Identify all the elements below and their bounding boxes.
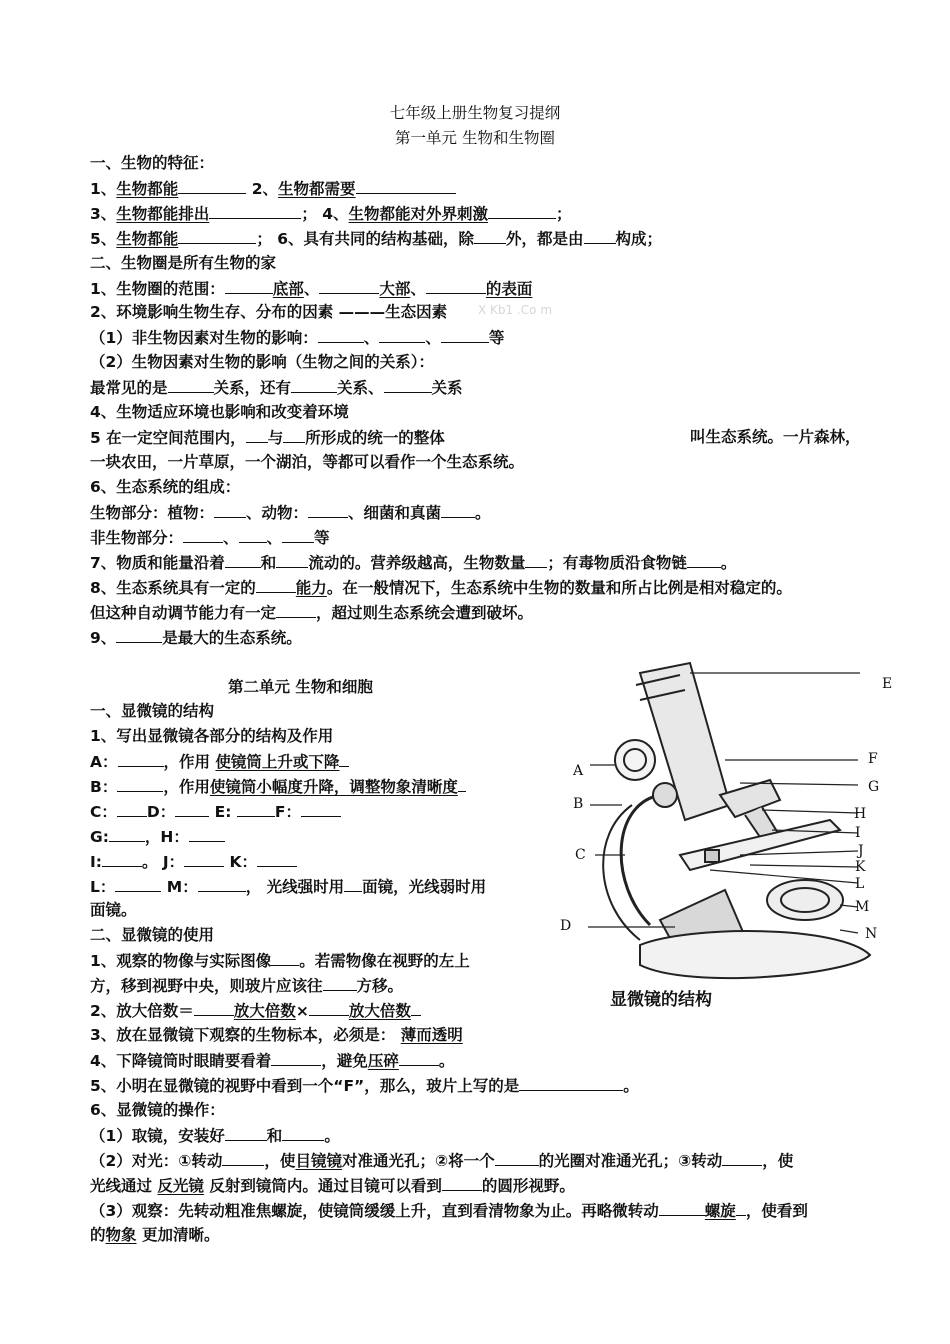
u1-line-12: 6、生态系统的组成：: [90, 478, 241, 496]
unit1-heading: 第一单元 生物和生物圈: [395, 129, 555, 147]
u2-line-15: 6、显微镜的操作：: [90, 1101, 225, 1119]
label-e: E: [882, 676, 893, 692]
u2-line-12: 3、放在显微镜下观察的生物标本，必须是： 薄而透明: [90, 1026, 463, 1044]
label-d: D: [560, 918, 572, 934]
u2-line-11: 2、放大倍数＝ 放大倍数× 放大倍数: [90, 1000, 421, 1021]
label-k: K: [855, 859, 866, 875]
u2-line-3: B： ，作用使镜筒小幅度升降，调整物象清晰度: [90, 776, 466, 797]
u1-line-8: 最常见的是 关系，还有 关系、 关系: [90, 379, 463, 397]
u1-line-15: 7、物质和能量沿着 和 流动的。营养级越高，生物数量 ；有毒物质沿食物链 。: [90, 554, 737, 572]
u2-line-6: I: 。 J： K：: [90, 851, 297, 872]
u2-line-7: L： M： ， 光线强时用 面镜，光线弱时用: [90, 878, 487, 896]
u2-line-17: （2）对光：①转动 ，使目镜镜对准通光孔；②将一个 的光圈对准通光孔；③转动 ，使: [90, 1152, 794, 1170]
u1-section-2: 二、生物圈是所有生物的家: [90, 254, 277, 272]
u1-line-13: 生物部分：植物： 、动物： 、细菌和真菌 。: [90, 504, 491, 522]
microscope-diagram: [540, 655, 900, 1010]
u2-line-19: （3）观察：先转动粗准焦螺旋，使镜筒缓缓上升，直到看清物象为止。再略微转动 螺旋 ，使看到: [90, 1202, 808, 1220]
u1-line-11: 一块农田，一片草原，一个湖泊，等都可以看作一个生态系统。: [90, 453, 525, 471]
u1-line-10: 5 在一定空间范围内， 与 所形成的统一的整体: [90, 429, 445, 447]
u2-line-14: 5、小明在显微镜的视野中看到一个“F”，那么，玻片上写的是 。: [90, 1077, 639, 1095]
u2-line-8: 面镜。: [90, 901, 137, 919]
u1-line-6: （1）非生物因素对生物的影响： 、 、 等: [90, 329, 505, 347]
u1-line-4: 1、生物圈的范围： 底部、 大部、 的表面: [90, 280, 533, 298]
u1-section-1: 一、生物的特征：: [90, 154, 215, 172]
u2-line-4: C： D： E: F：: [90, 801, 341, 822]
u2-line-5: G: ，H：: [90, 826, 225, 847]
u1-line-1: 1、生物都能 2、生物都需要: [90, 178, 456, 199]
label-g: G: [868, 779, 880, 795]
u2-section-2: 二、显微镜的使用: [90, 926, 215, 944]
u1-line-10-end: 叫生态系统。一片森林，: [690, 428, 861, 446]
label-f: F: [868, 751, 878, 767]
unit2-heading: 第二单元 生物和细胞: [228, 678, 373, 696]
u1-line-7: （2）生物因素对生物的影响（生物之间的关系）：: [90, 353, 435, 371]
u2-line-16: （1）取镜，安装好 和 。: [90, 1127, 340, 1145]
u2-line-20: 的物象 更加清晰。: [90, 1226, 220, 1244]
u1-line-9: 4、生物适应环境也影响和改变着环境: [90, 403, 349, 421]
label-n: N: [865, 926, 878, 942]
label-b: B: [573, 796, 584, 812]
u2-line-9: 1、观察的物像与实际图像 。若需物像在视野的左上: [90, 952, 470, 970]
u2-line-13: 4、下降镜筒时眼睛要看着 ，避免压碎 。: [90, 1052, 455, 1070]
label-h: H: [854, 806, 867, 822]
document-title: 七年级上册生物复习提纲: [389, 104, 561, 122]
u2-line-10: 方，移到视野中央，则玻片应该往 方移。: [90, 977, 404, 995]
u2-line-18: 光线通过 反光镜 反射到镜筒内。通过目镜可以看到 的圆形视野。: [90, 1177, 575, 1195]
u1-line-3: 5、生物都能 ； 6、具有共同的结构基础，除 外，都是由 构成；: [90, 230, 663, 248]
u2-section-1: 一、显微镜的结构: [90, 702, 215, 720]
label-m: M: [855, 899, 870, 915]
u1-line-18: 9、 是最大的生态系统。: [90, 629, 302, 647]
figure-caption: 显微镜的结构: [610, 990, 712, 1010]
u1-line-5: 2、环境影响生物生存、分布的因素 ———生态因素: [90, 303, 448, 321]
label-j: J: [858, 843, 864, 859]
label-l: L: [855, 876, 865, 892]
u1-line-17: 但这种自动调节能力有一定 ，超过则生态系统会遭到破坏。: [90, 604, 534, 622]
watermark: X Kb1 .Co m: [478, 303, 553, 317]
u2-line-2: A： ，作用 使镜筒上升或下降: [90, 751, 349, 772]
label-a: A: [573, 763, 584, 779]
u1-line-16: 8、生态系统具有一定的 能力。在一般情况下，生态系统中生物的数量和所占比例是相对稳定的。: [90, 579, 792, 597]
u1-line-2: 3、生物都能排出 ； 4、生物都能对外界刺激 ；: [90, 205, 572, 223]
label-i: I: [855, 825, 861, 841]
label-c: C: [575, 847, 586, 863]
u1-line-14: 非生物部分： 、 、 等: [90, 529, 330, 547]
u2-line-1: 1、写出显微镜各部分的结构及作用: [90, 727, 334, 745]
